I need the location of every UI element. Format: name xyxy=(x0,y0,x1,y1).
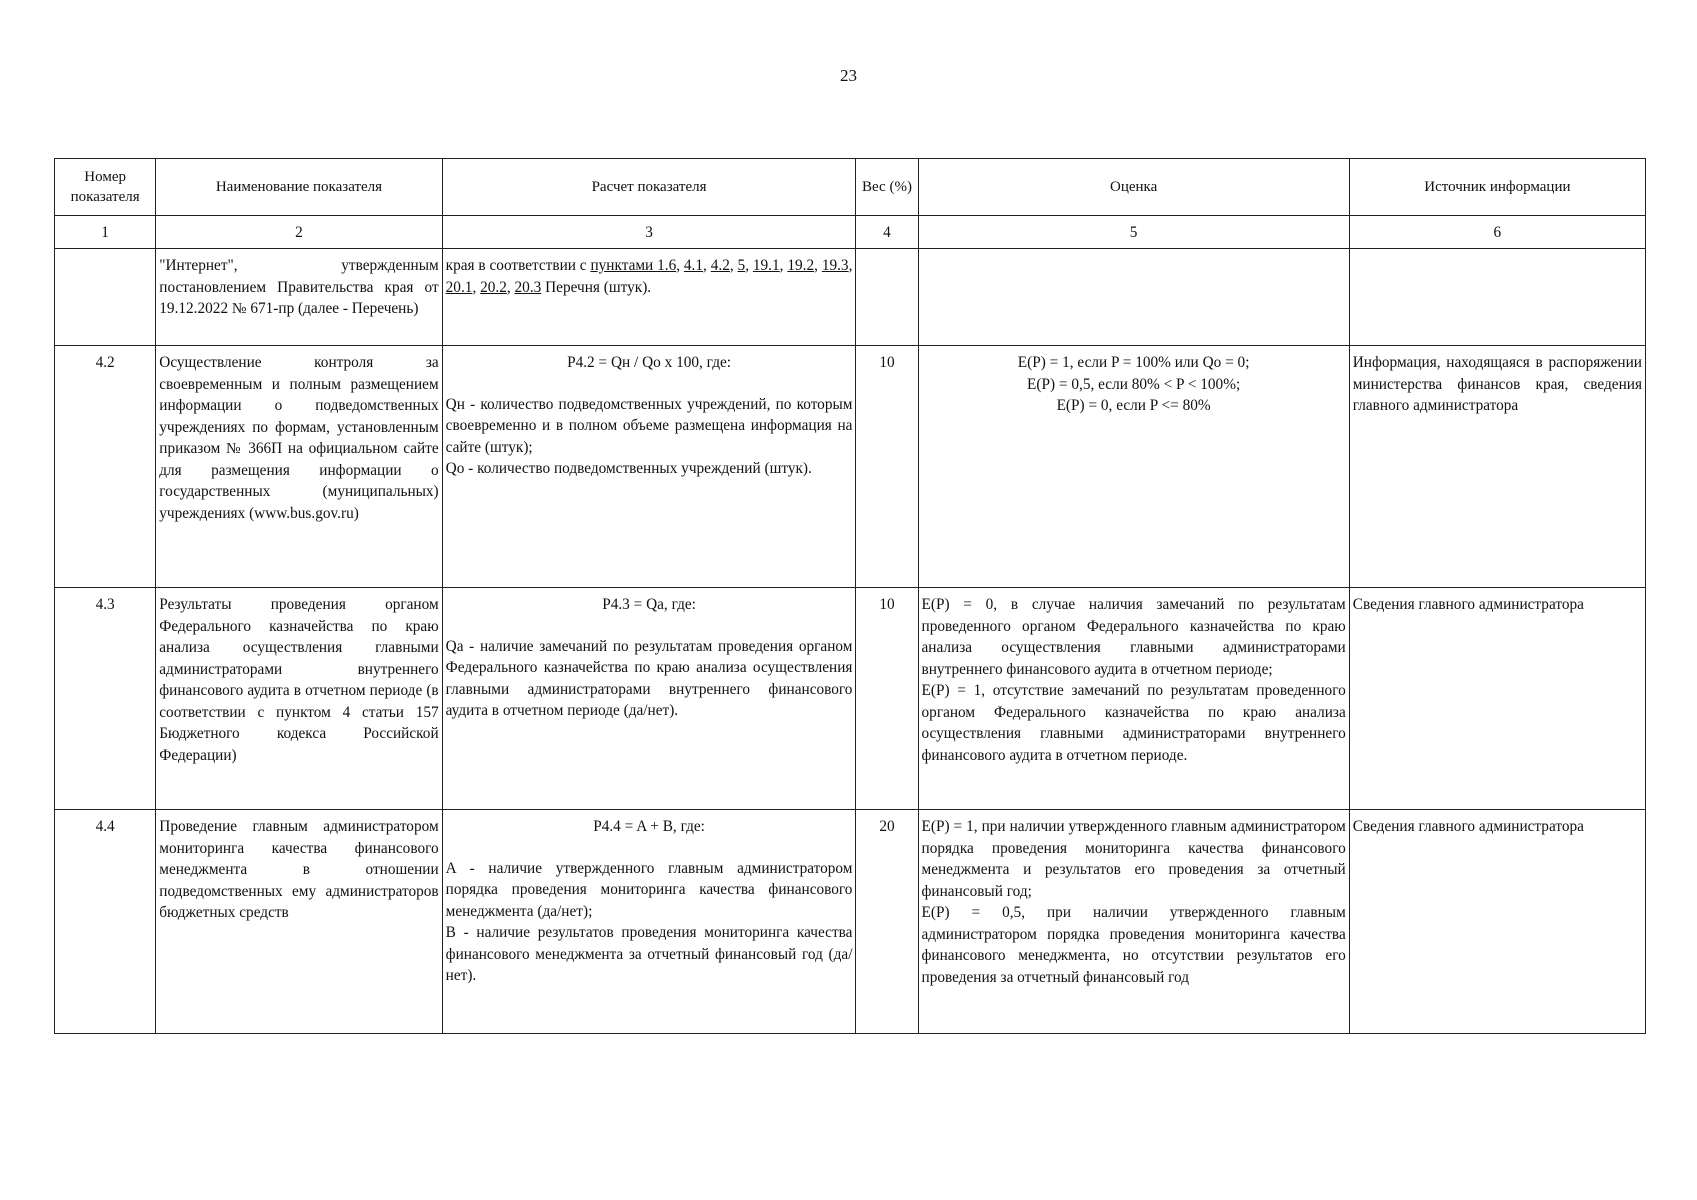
indicator-score xyxy=(918,346,1349,588)
link-item[interactable]: 20.2 xyxy=(480,278,507,296)
formula: P4.2 = Qн / Qо x 100, где: xyxy=(567,354,732,371)
header-calculation: Расчет показателя xyxy=(442,159,856,216)
formula: P4.4 = A + B, где: xyxy=(593,818,705,835)
row-number: 4.2 xyxy=(55,346,156,588)
table-row xyxy=(55,810,1646,1034)
colnum-1: 1 xyxy=(55,216,156,249)
column-numbers-row xyxy=(55,216,1646,249)
indicator-name: "Интернет", утвержденным постановлением Правительства края от 19.12.2022 № 671-пр (далее - Перечень) xyxy=(156,249,442,346)
link-item[interactable]: 4.2 xyxy=(710,257,730,274)
colnum-4: 4 xyxy=(856,216,918,249)
calc-item: A - наличие утвержденного главным администратором порядка проведения мониторинга качества финансового менеджмента (да/нет); xyxy=(445,859,853,920)
link-item[interactable]: 4.1 xyxy=(683,257,704,274)
score-item: E(P) = 1, при наличии утвержденного главным администратором порядка проведения мониторинга качества финансового менеджмента и результатов его проведения за отчетный финансовый год; xyxy=(921,818,1346,900)
colnum-3: 3 xyxy=(442,216,856,249)
calc-item: B - наличие результатов проведения мониторинга качества финансового менеджмента за отчетный финансовый год (да/нет). xyxy=(445,924,853,984)
row-number xyxy=(55,249,156,346)
row-number: 4.4 xyxy=(55,810,156,1034)
link-item[interactable]: 19.2 xyxy=(787,257,815,274)
score-item: E(P) = 0,5, при наличии утвержденного главным администратором порядка проведения мониторинга качества финансового менеджмента, но отсутствии результатов его проведения за отчетный финансовый год xyxy=(921,904,1346,986)
header-name: Наименование показателя xyxy=(156,159,442,216)
calc-item: Qa - наличие замечаний по результатам проведения органом Федерального казначейства по краю анализа осуществления главными администраторами внутреннего финансового аудита в отчетном периоде (да/нет). xyxy=(445,637,853,719)
indicator-source: Информация, находящаяся в распоряжении министерства финансов края, сведения главного администратора xyxy=(1349,346,1645,588)
indicator-source: Сведения главного администратора xyxy=(1349,588,1645,810)
score-line: E(P) = 1, если P = 100% или Qо = 0; xyxy=(1017,354,1250,371)
indicator-score xyxy=(918,588,1349,810)
indicator-name: Результаты проведения органом Федерального казначейства по краю анализа осуществления главными администраторами внутреннего финансового аудита в отчетном периоде (в соответствии с пунктом 4 статьи 157 Бюджетного кодекса Российской Федерации) xyxy=(156,588,442,810)
calc-suffix: Перечня (штук). xyxy=(541,278,652,296)
indicator-weight xyxy=(856,249,918,346)
indicator-name: Осуществление контроля за своевременным и полным размещением информации о подведомственных учреждениях по формам, установленным приказом № 366П на официальном сайте для размещения информации о государственных (муниципальных) учреждениях (www.bus.gov.ru) xyxy=(156,346,442,588)
indicator-weight: 20 xyxy=(856,810,918,1034)
page-number: 23 xyxy=(840,66,857,85)
calc-prefix: края в соответствии с xyxy=(445,257,591,274)
indicator-weight: 10 xyxy=(856,588,918,810)
indicator-source: Сведения главного администратора xyxy=(1349,810,1645,1034)
table-header-row xyxy=(55,159,1646,216)
link-item[interactable]: 20.1 xyxy=(445,278,473,296)
header-weight: Вес (%) xyxy=(856,159,918,216)
indicator-score xyxy=(918,810,1349,1034)
score-item: E(P) = 1, отсутствие замечаний по результатам проведенного органом Федерального казначейства по краю анализа осуществления главными администраторами внутреннего финансового аудита в отчетном периоде. xyxy=(921,682,1346,764)
header-score: Оценка xyxy=(918,159,1349,216)
indicator-calculation: края в соответствии с пунктами 1.6, 4.1, 4.2, 5, 19.1, 19.2, 19.3, 20.1, 20.2, 20.3 Перечня (штук). xyxy=(442,249,856,346)
table-row xyxy=(55,346,1646,588)
calc-item: Qо - количество подведомственных учреждений (штук). xyxy=(445,460,812,477)
colnum-5: 5 xyxy=(918,216,1349,249)
table-row xyxy=(55,588,1646,810)
row-number: 4.3 xyxy=(55,588,156,810)
colnum-6: 6 xyxy=(1349,216,1645,249)
table-row xyxy=(55,249,1646,346)
indicator-name: Проведение главным администратором мониторинга качества финансового менеджмента в отношении подведомственных ему администраторов бюджетных средств xyxy=(156,810,442,1034)
score-item: E(P) = 0, в случае наличия замечаний по результатам проведенного органом Федерального казначейства по краю анализа осуществления главными администраторами внутреннего финансового аудита в отчетном периоде; xyxy=(921,596,1346,678)
formula: P4.3 = Qa, где: xyxy=(602,596,696,613)
link-item[interactable]: 5 xyxy=(737,257,746,274)
calc-item: Qн - количество подведомственных учреждений, по которым своевременно и в полном объеме размещена информация на сайте (штук); xyxy=(445,395,853,456)
indicator-calculation xyxy=(442,346,856,588)
header-number: Номер показателя xyxy=(55,159,156,216)
link-item[interactable]: 19.1 xyxy=(752,257,780,274)
indicator-score xyxy=(918,249,1349,346)
indicator-source xyxy=(1349,249,1645,346)
score-line: E(P) = 0,5, если 80% < P < 100%; xyxy=(1027,375,1241,393)
score-line: E(P) = 0, если P <= 80% xyxy=(1056,397,1211,414)
link-item[interactable]: 19.3 xyxy=(821,257,849,274)
colnum-2: 2 xyxy=(156,216,442,249)
indicator-weight: 10 xyxy=(856,346,918,588)
header-source: Источник информации xyxy=(1349,159,1645,216)
indicator-calculation xyxy=(442,810,856,1034)
link-item[interactable]: пунктами 1.6 xyxy=(590,257,677,274)
indicator-calculation xyxy=(442,588,856,810)
indicators-table xyxy=(54,158,1646,1034)
link-item[interactable]: 20.3 xyxy=(514,278,542,296)
